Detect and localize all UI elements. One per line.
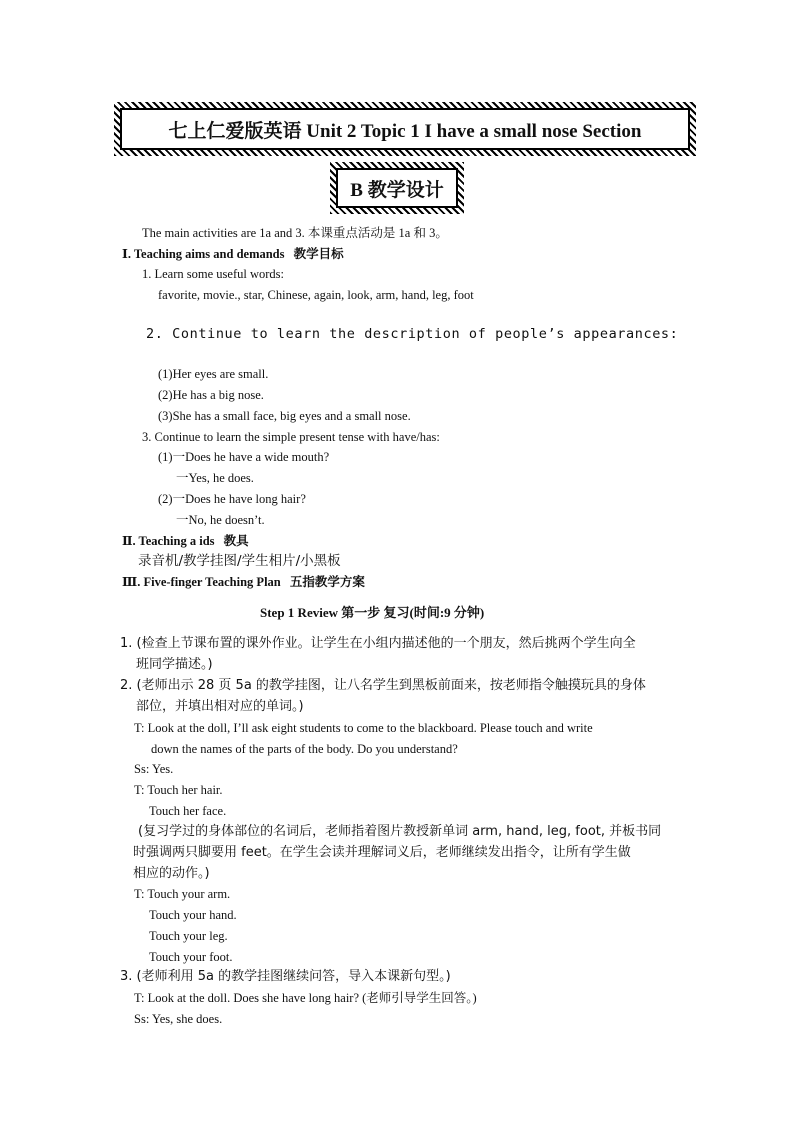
title-text: 七上仁爱版英语 Unit 2 Topic 1 I have a small nose Section [168,120,642,142]
section-subtitle [336,168,458,208]
sec1-heading-en: Ⅰ. Teaching aims and demands [122,247,285,261]
step1-p2: 2. (老师出示 28 页 5a 的教学挂图，让八名学生到黑板前面来，按老师指令触摸玩具的身体 [120,678,646,693]
step1-heading: Step 1 Review 第一步 复习(时间:9 分钟) [260,605,485,620]
step1-ss2: Ss: Yes, she does. [134,1012,223,1026]
step1-n1b: 时强调两只脚要用 feet。在学生会读并理解词义后，老师继续发出指令，让所有学生做 [133,845,631,860]
sec1-heading-cn: 教学目标 [293,246,344,261]
step1-t8 [134,990,477,1006]
sec2-heading-en: Ⅱ. Teaching a ids [122,534,215,548]
sec1-ex1: (1)Her eyes are small. [158,367,269,381]
sec3-heading [122,574,365,590]
sec1-item2: 2. Continue to learn the description of people’s appearances: [146,326,679,342]
sec2-heading-cn: 教具 [223,533,249,548]
sec1-words: favorite, movie., star, Chinese, again, look, arm, hand, leg, foot [158,288,474,302]
sec2-heading [122,533,249,549]
sec1-q1: (1)一Does he have a wide mouth? [158,450,330,464]
step1-p3: 3. (老师利用 5a 的教学挂图继续问答，导入本课新句型。) [120,969,451,984]
step1-ss1: Ss: Yes. [134,762,174,776]
sec1-a2: 一No, he doesn’t. [176,513,265,527]
step1-n1c: 相应的动作。) [133,866,210,881]
sec3-heading-en: Ⅲ. Five-finger Teaching Plan [122,575,281,589]
step1-t6: Touch your leg. [149,929,228,943]
step1-t2: T: Touch her hair. [134,783,223,797]
step1-p1: 1. (检查上节课布置的课外作业。让学生在小组内描述他的一个朋友，然后挑两个学生向全 [120,636,636,651]
sec1-item3: 3. Continue to learn the simple present tense with have/has: [142,430,440,444]
step1-t4: T: Touch your arm. [134,887,231,901]
sec3-heading-cn: 五指教学方案 [289,574,365,589]
step1-n1: (复习学过的身体部位的名词后，老师指着图片教授新单词 arm, hand, leg, foot, 并板书同 [138,824,662,839]
sec1-heading [122,246,344,262]
sec1-item1: 1. Learn some useful words: [142,267,284,281]
step1-t5: Touch your hand. [149,908,237,922]
subtitle-text: B 教学设计 [350,179,444,201]
document-title [120,108,690,150]
sec1-ex2: (2)He has a big nose. [158,388,264,402]
step1-t8-text: T: Look at the doll. Does she have long hair? (老师引导学生回答。) [134,991,477,1005]
step1-t3: Touch her face. [149,804,227,818]
intro-line: The main activities are 1a and 3. 本课重点活动是 1a 和 3。 [142,226,448,240]
sec1-ex3: (3)She has a small face, big eyes and a small nose. [158,409,411,423]
sec1-a1: 一Yes, he does. [176,471,254,485]
step1-t7: Touch your foot. [149,950,233,964]
step1-p2b: 部位，并填出相对应的单词。) [136,699,304,714]
step1-t1b: down the names of the parts of the body. Do you understand? [151,742,458,756]
step1-p1b: 班同学描述。) [136,657,213,672]
step1-t1: T: Look at the doll, I’ll ask eight students to come to the blackboard. Please touch and write [134,721,593,735]
sec1-q2: (2)一Does he have long hair? [158,492,306,506]
sec2-content: 录音机/教学挂图/学生相片/小黑板 [138,553,341,569]
